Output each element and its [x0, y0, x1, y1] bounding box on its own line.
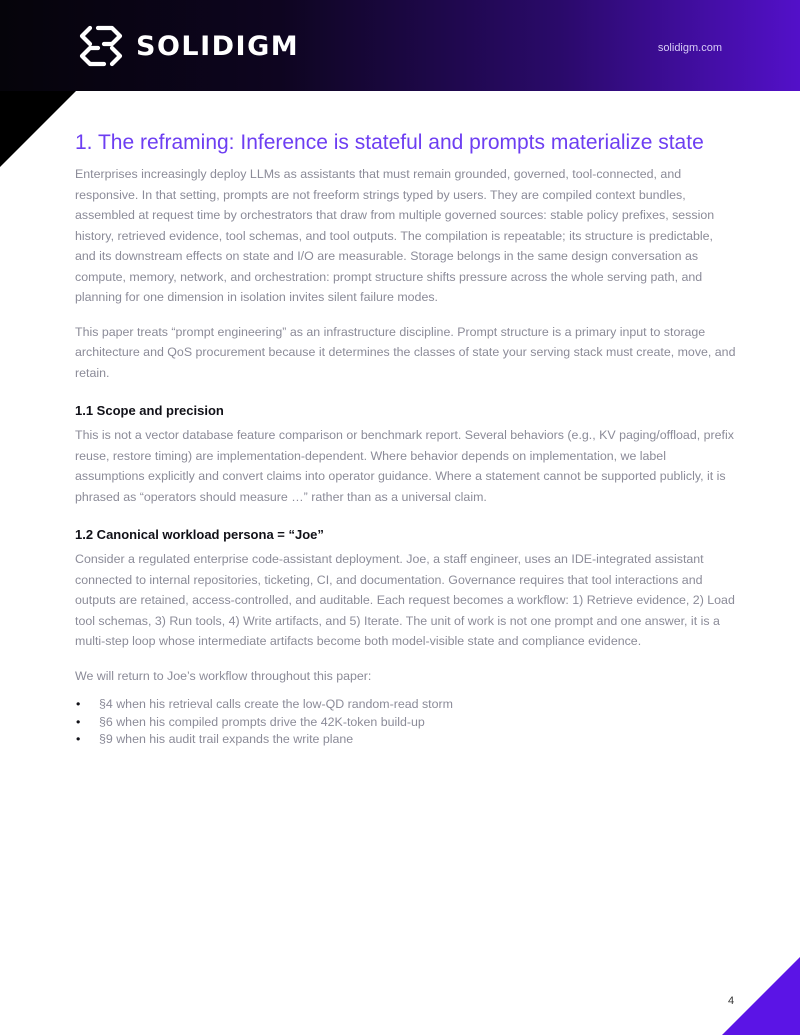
subsection-title-persona: 1.2 Canonical workload persona = “Joe” — [75, 527, 324, 542]
body-paragraph: Enterprises increasingly deploy LLMs as assistants that must remain grounded, governed, tool-connected, and responsive. In that setting, prompts are not freeform strings typed by users. They are compiled context bundles, assembled at request time by orchestrators that draw from multiple governed sources: stable policy prefixes, session history, retrieved evidence, tool schemas, and tool outputs. The compilation is repeatable; its structure is predictable, and its downstream effects on state and I/O are measurable. Storage belongs in the same design conversation as compute, memory, network, and orchestration: prompt structure shifts pressure across the whole serving path, and planning for one dimension in isolation invites silent failure modes. — [75, 167, 715, 304]
list-item: • §6 when his compiled prompts drive the 42K-token build-up — [75, 714, 737, 732]
body-paragraph: We will return to Joe’s workflow throughout this paper: — [75, 668, 372, 683]
corner-decoration-top — [0, 91, 76, 167]
section-title: 1. The reframing: Inference is stateful and prompts materialize state — [75, 131, 704, 154]
main-content — [75, 128, 737, 749]
body-paragraph: This paper treats “prompt engineering” as an infrastructure discipline. Prompt structure is a primary input to storage architecture and QoS procurement because it determines the classes of state your serving stack must create, move, and retain. — [75, 324, 736, 380]
page-number: 4 — [728, 995, 735, 1007]
solidigm-logo-icon — [78, 24, 124, 68]
brand-name: SOLIDIGM — [136, 30, 300, 62]
body-paragraph: This is not a vector database feature comparison or benchmark report. Several behaviors (e.g., KV paging/offload, prefix reuse, restore timing) are implementation-dependent. Where behavior depends on implementation, we label assumptions explicitly and convert claims into operator guidance. Where a statement cannot be supported publicly, it is phrased as “operators should measure …” rather than as a universal claim. — [75, 428, 734, 504]
bullet-list — [75, 696, 737, 749]
list-item: • §4 when his retrieval calls create the low-QD random-read storm — [75, 696, 737, 714]
subsection-title-scope: 1.1 Scope and precision — [75, 403, 224, 418]
brand-logo — [78, 24, 299, 68]
list-item: • §9 when his audit trail expands the write plane — [75, 731, 737, 749]
site-url-link[interactable]: solidigm.com — [657, 42, 722, 54]
corner-decoration-bottom — [722, 957, 800, 1035]
page-header — [0, 0, 800, 91]
body-paragraph: Consider a regulated enterprise code-assistant deployment. Joe, a staff engineer, uses an IDE-integrated assistant connected to internal repositories, ticketing, CI, and documentation. Governance requires that tool interactions and outputs are retained, access-controlled, and auditable. Each request becomes a workflow: 1) Retrieve evidence, 2) Load tool schemas, 3) Run tools, 4) Write artifacts, and 5) Iterate. The unit of work is not one prompt and one answer, it is a multi-step loop whose intermediate artifacts become both model-visible state and compliance evidence. — [75, 552, 735, 648]
